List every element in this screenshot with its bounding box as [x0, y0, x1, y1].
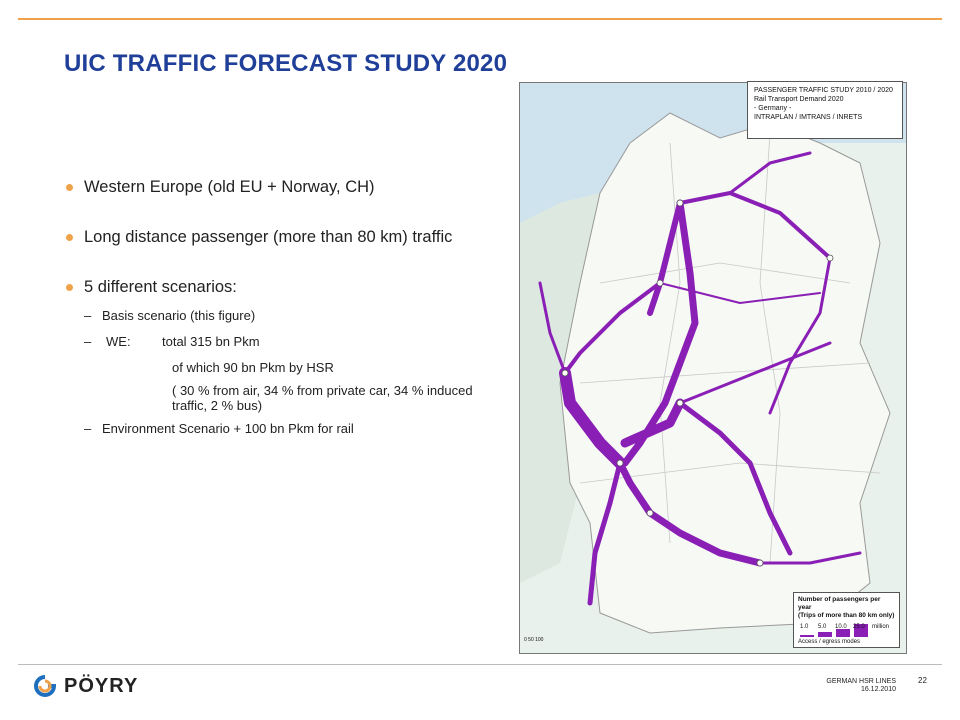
footer-doc-info: GERMAN HSR LINES 16.12.2010 [826, 678, 896, 693]
poyry-logo [34, 675, 138, 697]
bullet-dot-icon [66, 184, 73, 191]
sub-bullet-we: – WE: total 315 bn Pkm [84, 334, 260, 349]
slide-title: UIC TRAFFIC FORECAST STUDY 2020 [64, 50, 508, 77]
we-detail-shares: ( 30 % from air, 34 % from private car, 34 % induced traffic, 2 % bus) [172, 383, 473, 413]
bullet-text: Long distance passenger (more than 80 km) traffic [84, 228, 453, 246]
map-legend-box: PASSENGER TRAFFIC STUDY 2010 / 2020 Rail Transport Demand 2020 - Germany - INTRAPLAN / IMTRANS / INRETS [747, 81, 903, 139]
sub-bullet-list [64, 308, 504, 437]
bullet-list [64, 176, 504, 447]
bullet-dot-icon [66, 284, 73, 291]
we-detail-hsr: of which 90 bn Pkm by HSR [172, 360, 334, 375]
bullet-dot-icon [66, 234, 73, 241]
map-scale-bar: 0 50 100 [524, 637, 544, 643]
bullet-item [64, 226, 504, 248]
germany-rail-map [519, 82, 907, 654]
map-graphic [520, 83, 906, 653]
sub-bullet-environment: – Environment Scenario + 100 bn Pkm for rail [84, 421, 354, 436]
bottom-divider [18, 664, 942, 665]
passenger-volume-legend: Number of passengers per year (Trips of more than 80 km only) 1.0 5.0 10.0 25.0 million Access / egress modes [793, 592, 900, 648]
we-label: WE: [106, 334, 131, 349]
page-number: 22 [918, 676, 927, 685]
bullet-text: Western Europe (old EU + Norway, CH) [84, 178, 375, 196]
company-name: PÖYRY [64, 674, 139, 697]
top-divider [18, 18, 942, 20]
bullet-text: 5 different scenarios: [84, 278, 237, 296]
sub-bullet-basis: – Basis scenario (this figure) [84, 308, 256, 323]
bullet-item [64, 176, 504, 198]
bullet-item [64, 276, 504, 298]
poyry-logo-icon [34, 675, 56, 697]
